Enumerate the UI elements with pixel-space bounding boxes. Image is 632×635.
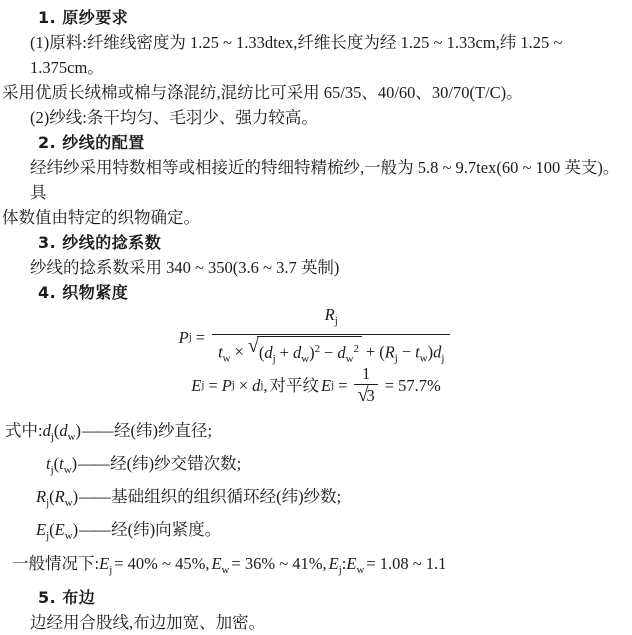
paragraph-raw-material-line2: 采用优质长绒棉或棉与涤混纺,混纺比可采用 65/35、40/60、30/70(T/C)。	[2, 83, 523, 102]
radical-sign-icon: √	[247, 334, 259, 357]
section-heading-raw-yarn: 1. 原纱要求	[38, 8, 129, 27]
paragraph-raw-material-line1: (1)原料:纤维线密度为 1.25 ~ 1.33dtex,纤维长度为经 1.25 ~ 1.33cm,纬 1.25 ~ 1.375cm。	[30, 33, 563, 77]
definition-prefix: 式中:	[5, 421, 43, 440]
section-heading-selvedge: 5. 布边	[38, 587, 96, 607]
paragraph-selvedge: 边经用合股线,布边加宽、加密。	[30, 612, 266, 632]
var-E: E	[191, 375, 202, 395]
paragraph-yarn-quality: (2)纱线:条干均匀、毛羽少、强力较高。	[30, 108, 318, 127]
definition-row-E: $E_j(E_w)——$ 经(纬)向紧度。	[36, 519, 222, 542]
definition-row-R: $R_j(R_w)——$ 基础组织的组织循环经(纬)纱数;	[36, 486, 342, 509]
formula-warp-tightness: E j = P j × d j , 对平纹 E j = $\frac{1}{√3}$ = 57.7%	[191, 363, 441, 406]
definition-dash: ——	[81, 421, 112, 440]
fraction	[212, 303, 450, 370]
plain-weave-label: 对平纹	[269, 375, 320, 395]
formula-term-definitions	[0, 418, 632, 550]
definition-dash: ——	[79, 486, 110, 506]
general-label: 一般情况下:	[12, 553, 100, 573]
fraction-numerator: $R_j$	[324, 305, 338, 328]
section-heading-fabric-tightness: 4. 织物紧度	[38, 283, 129, 302]
formula-warp-density: P j = $R_j$ $t_w$ × √ $(d_j + d_w)^2 - d_w^2$ + $(R_j - t_w)d_j$	[0, 309, 632, 365]
paragraph-yarn-config-line1: 经纬纱采用特数相等或相接近的特细特精梳纱,一般为 5.8 ~ 9.7tex(60 ~ 100 英支)。具	[30, 158, 620, 202]
definition-row-d: 式中$:d_j(d_w)——$ 经(纬)纱直径;	[5, 421, 213, 444]
section-heading-twist-factor: 3. 纱线的捻系数	[38, 233, 162, 252]
var-P: P	[178, 327, 189, 347]
square-root: √ $(d_j + d_w)^2 - d_w^2$	[248, 336, 362, 371]
definition-dash: ——	[79, 519, 110, 539]
fraction-denominator: $t_w$ × √ $(d_j + d_w)^2 - d_w^2$ + $(R_j - t_w)d_j$	[212, 334, 450, 371]
paragraph-twist-factor: 纱线的捻系数采用 340 ~ 350(3.6 ~ 3.7 英制)	[30, 258, 340, 277]
definition-row-t: $t_j(t_w)——$ 经(纬)纱交错次数;	[46, 453, 242, 477]
general-tightness-values: 一般情况下$:E_j = 40\%$ ~ 45%, $E_w = 36\%$ ~ 41%, $E_j:E_w = 1.08$ ~ 1.1	[12, 553, 447, 576]
section-heading-yarn-config: 2. 纱线的配置	[38, 133, 145, 152]
fraction: $\frac{1}{√3}$	[354, 364, 377, 407]
definition-dash: ——	[78, 453, 109, 473]
tightness-result-value: 57.7%	[398, 375, 441, 395]
radical-sign-icon: √	[357, 383, 369, 406]
paragraph-yarn-config-line2: 体数值由特定的织物确定。	[2, 208, 200, 227]
